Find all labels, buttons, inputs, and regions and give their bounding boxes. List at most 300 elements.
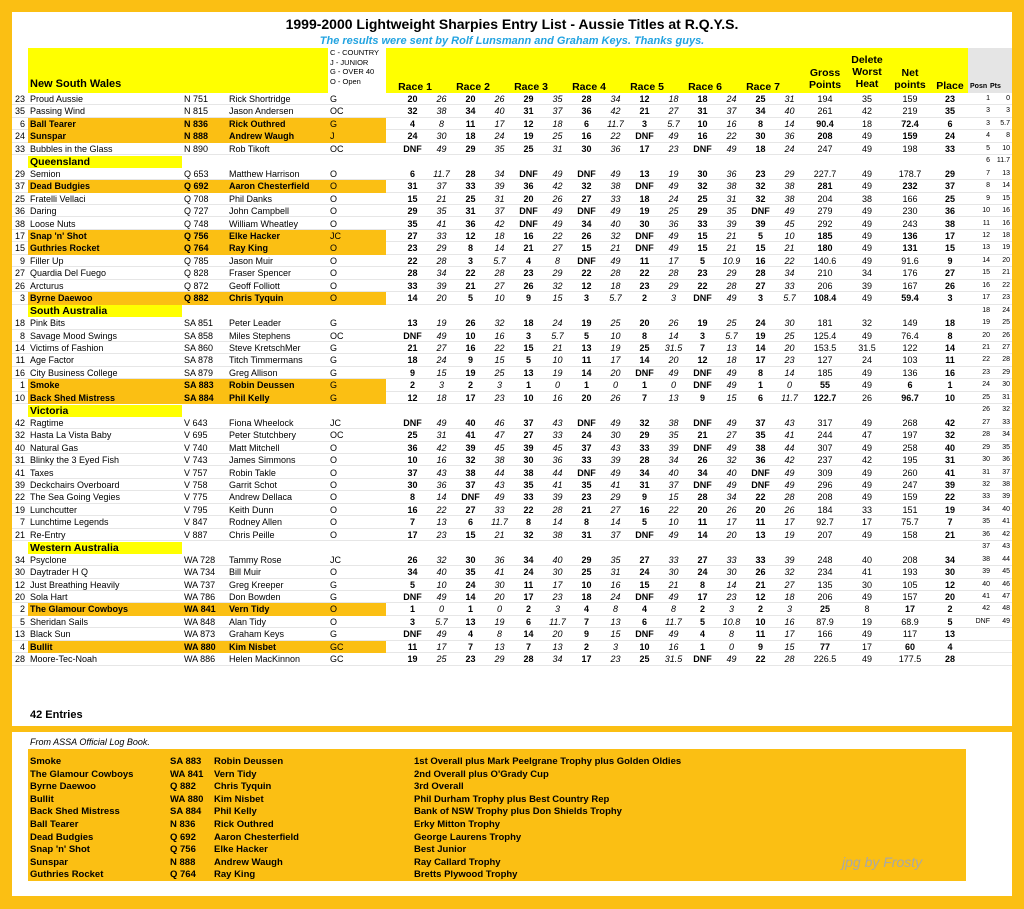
race-points: 49 (552, 206, 563, 217)
race-position: 5 (699, 255, 705, 266)
table-row (12, 230, 1012, 242)
race-position: 29 (697, 206, 708, 217)
race-points: 43 (494, 479, 505, 490)
race-points: 0 (728, 641, 734, 652)
place: 39 (944, 479, 955, 490)
posn-cell: 4 (986, 132, 990, 140)
race-position: 12 (581, 280, 592, 291)
pts-cell: 16 (1002, 219, 1010, 227)
race-position: 34 (639, 467, 650, 478)
race-position: 26 (407, 554, 418, 565)
award-skipper: Kim Nisbet (214, 793, 264, 805)
skipper-name: Peter Leader (229, 318, 282, 329)
race-position: 24 (639, 567, 650, 578)
entry-number: 18 (14, 318, 25, 329)
race-position: 8 (583, 517, 589, 528)
award-sail: Q 692 (170, 831, 196, 843)
table-row (12, 554, 1012, 566)
race-points: 26 (726, 504, 737, 515)
race-points: 49 (494, 492, 505, 503)
race-points: 21 (552, 343, 563, 353)
net-points: 105 (902, 579, 918, 590)
race-position: DNF (577, 467, 596, 478)
entry-number: 34 (14, 554, 25, 565)
race-position: 25 (465, 193, 476, 204)
race-points: 8 (496, 629, 502, 640)
posn-cell: 36 (982, 530, 990, 538)
race-points: 39 (436, 280, 447, 291)
race-points: 33 (436, 230, 447, 241)
race-position: DNF (693, 293, 712, 304)
net-points: 176 (902, 268, 918, 279)
race-position: DNF (693, 143, 712, 154)
race-points: 37 (436, 181, 447, 192)
race-6-header: Race 6 (688, 81, 722, 93)
race-position: DNF (693, 417, 712, 428)
class-code: O (328, 242, 386, 254)
race-position: 13 (755, 529, 766, 540)
posn-cell: 13 (982, 244, 990, 252)
table-row (12, 242, 1012, 254)
award-prize: Erky Mitton Trophy (414, 819, 501, 830)
race-points: 18 (668, 94, 679, 104)
deleted-heat: 34 (861, 268, 872, 279)
class-code: JC (330, 554, 341, 565)
race-points: 36 (784, 131, 795, 142)
race-points: 27 (668, 106, 679, 117)
race-position: 22 (407, 255, 418, 266)
net-points: 72.4 (901, 118, 919, 129)
posn-cell: DNF (975, 617, 990, 625)
race-points: 11.7 (781, 392, 798, 403)
race-points: 36 (668, 218, 679, 229)
pts-cell: 20 (1002, 256, 1010, 264)
entry-number: 28 (14, 654, 25, 665)
table-row (12, 529, 1012, 541)
race-position: 20 (755, 504, 766, 515)
race-points: 31.5 (664, 343, 683, 353)
entry-number: 33 (14, 143, 25, 154)
race-position: 8 (525, 517, 531, 528)
race-points: 42 (436, 442, 447, 453)
page-subtitle: The results were sent by Rolf Lunsmann and Graham Keys. Thanks guys. (319, 35, 705, 47)
race-position: 15 (639, 579, 650, 590)
race-position: 16 (523, 230, 534, 241)
deleted-heat: 47 (861, 430, 872, 441)
gross-points: 90.4 (816, 118, 834, 129)
race-position: 8 (467, 243, 473, 254)
race-position: 37 (523, 417, 534, 428)
sail-number: WA 734 (184, 567, 216, 578)
gross-points: 184 (817, 504, 833, 515)
race-points: 23 (494, 392, 505, 403)
gross-points: 309 (817, 467, 833, 478)
race-position: 2 (409, 380, 415, 391)
race-points: 49 (668, 181, 679, 192)
race-points: 10.8 (722, 616, 741, 627)
pts-cell: 46 (1002, 580, 1010, 588)
race-position: 11 (465, 118, 476, 129)
race-points: 33 (784, 280, 795, 291)
entry-number: 21 (14, 529, 25, 540)
deleted-heat: 49 (861, 654, 872, 665)
race-position: 4 (409, 118, 415, 129)
race-position: 8 (699, 579, 705, 590)
race-points: 47 (494, 430, 505, 441)
table-row (12, 491, 1012, 503)
race-position: 11 (697, 517, 708, 528)
race-points: 43 (436, 467, 447, 478)
race-points: 5.7 (783, 293, 796, 304)
sail-number: N 815 (184, 106, 209, 117)
sail-number: SA 884 (182, 392, 227, 404)
place: 15 (944, 243, 955, 254)
race-points: 35 (726, 206, 737, 217)
race-position: 35 (755, 430, 766, 441)
skipper-name: Rob Tikoft (229, 143, 270, 154)
race-points: 30 (552, 567, 563, 578)
posn-cell: 17 (982, 294, 990, 302)
award-prize: Best Junior (414, 844, 467, 856)
deleted-heat: 49 (861, 417, 872, 428)
gross-points: 153.5 (813, 343, 837, 353)
class-code: O (330, 616, 338, 627)
race-points: 15 (436, 367, 447, 378)
net-points: 159 (902, 492, 918, 503)
boat-name: Age Factor (30, 355, 75, 366)
table-row (12, 479, 1012, 491)
race-points: 18 (494, 230, 505, 241)
sail-number: V 643 (184, 417, 208, 428)
race-points: 35 (668, 430, 679, 441)
race-position: DNF (635, 367, 654, 378)
race-points: 17 (668, 255, 679, 266)
net-points: 195 (902, 455, 918, 466)
race-points: 13 (552, 641, 563, 652)
sail-number: WA 737 (184, 579, 216, 590)
posn-cell: 28 (982, 431, 990, 439)
class-legend (330, 48, 379, 86)
award-prize: George Laurens Trophy (414, 831, 522, 843)
entry-number: 9 (19, 255, 25, 266)
gross-points: 226.5 (813, 654, 837, 665)
deleted-heat: 19 (861, 616, 872, 627)
race-points: 14 (610, 517, 621, 528)
race-points: 37 (552, 106, 563, 117)
race-points: 26 (610, 392, 621, 403)
race-points: 16 (436, 455, 447, 466)
net-points: 177.5 (898, 654, 922, 665)
pts-cell: 35 (1002, 443, 1010, 451)
entry-number: 16 (14, 367, 25, 378)
class-code: OC (330, 106, 344, 117)
deleted-heat: 41 (861, 567, 872, 578)
pts-cell: 28 (1002, 356, 1010, 364)
race-position: DNF (635, 181, 654, 192)
race-position: 21 (755, 579, 766, 590)
boat-name: Dead Budgies (28, 180, 182, 192)
table-row (12, 280, 1012, 292)
deleted-heat: 49 (861, 442, 872, 453)
net-points: 149 (902, 318, 918, 329)
posn-cell: 29 (982, 443, 990, 451)
race-points: 49 (610, 168, 621, 179)
deleted-heat: 49 (861, 181, 872, 192)
race-position: 32 (523, 529, 534, 540)
gross-points: 244 (817, 430, 833, 441)
posn-cell: 8 (986, 182, 990, 190)
gross-points: 122.7 (813, 392, 837, 403)
sail-number: Q 692 (182, 180, 227, 192)
race-points: 39 (552, 492, 563, 503)
table-row (12, 516, 1012, 528)
race-points: 17 (436, 641, 447, 652)
race-position: 25 (581, 567, 592, 578)
race-points: 42 (610, 106, 621, 117)
award-skipper: Chris Tyquin (214, 781, 272, 793)
race-points: 38 (784, 193, 795, 204)
race-points: 49 (668, 629, 679, 640)
gross-points: 166 (817, 629, 833, 640)
race-points: 19 (610, 343, 621, 353)
race-position: 25 (407, 430, 418, 441)
race-points: 24 (610, 592, 621, 602)
gross-points-header: Gross Points (808, 67, 842, 91)
boat-name: Taxes (30, 467, 54, 478)
gross-points: 135 (817, 579, 833, 590)
race-position: 6 (641, 616, 647, 627)
gross-points: 307 (817, 442, 833, 453)
skipper-name: Graham Keys (229, 629, 285, 640)
race-points: 27 (610, 504, 621, 515)
race-points: 49 (784, 479, 795, 490)
race-position: 32 (639, 417, 650, 428)
race-position: 23 (581, 492, 592, 503)
place: 22 (944, 492, 955, 503)
race-points: 19 (784, 529, 795, 540)
pts-cell: 29 (1002, 368, 1010, 376)
pts-cell: 23 (1002, 294, 1010, 302)
pts-cell: 49 (1002, 617, 1010, 625)
race-position: 17 (407, 529, 418, 540)
deleted-heat: 49 (861, 479, 872, 490)
place: 19 (944, 504, 955, 515)
net-points: 258 (902, 442, 918, 453)
deleted-heat: 49 (861, 143, 872, 154)
place: 10 (944, 392, 955, 403)
class-code: O (330, 529, 338, 540)
race-4-header: Race 4 (572, 81, 606, 93)
entry-number: 11 (15, 355, 25, 366)
pts-cell: 39 (1002, 493, 1010, 501)
race-points: 49 (610, 417, 621, 428)
sail-number: V 847 (184, 517, 208, 528)
race-position: 28 (465, 168, 476, 179)
award-row (28, 818, 966, 831)
race-position: 8 (409, 492, 415, 503)
class-code: G (330, 592, 338, 602)
race-position: 27 (523, 430, 534, 441)
class-code: G (330, 343, 338, 353)
deleted-heat: 40 (861, 554, 872, 565)
race-position: 5 (641, 517, 647, 528)
race-points: 41 (436, 218, 447, 229)
sail-number: WA 786 (184, 592, 216, 602)
class-code: G (330, 367, 338, 378)
race-position: 36 (755, 455, 766, 466)
race-points: 8 (670, 604, 676, 615)
boat-name: Quardia Del Fuego (30, 268, 107, 279)
entry-number: 22 (14, 492, 25, 503)
award-boat: The Glamour Cowboys (30, 768, 134, 780)
race-position: 10 (639, 641, 650, 652)
race-points: 41 (784, 430, 795, 441)
race-position: 26 (581, 230, 592, 241)
posn-cell: 37 (982, 543, 990, 551)
skipper-name: Greg Allison (229, 367, 278, 378)
race-points: 8 (612, 604, 618, 615)
race-points: 13 (726, 343, 737, 353)
pts-cell: 26 (1002, 331, 1010, 339)
race-points: 11.7 (491, 517, 508, 528)
race-points: 26 (668, 318, 679, 329)
race-position: 20 (697, 504, 708, 515)
race-points: 19 (552, 367, 563, 378)
deleted-heat: 49 (861, 330, 872, 341)
race-position: 4 (641, 604, 647, 615)
race-position: 14 (581, 367, 592, 378)
race-position: 9 (525, 293, 531, 304)
race-position: 1 (583, 380, 589, 391)
award-prize: 2nd Overall plus O'Grady Cup (414, 768, 549, 780)
race-points: 32 (494, 318, 505, 329)
entry-number: 14 (14, 343, 25, 353)
posn-cell: 15 (982, 269, 990, 277)
net-points: 159 (902, 131, 918, 142)
race-points: 18 (610, 280, 621, 291)
boat-name: Lunchcutter (30, 504, 78, 515)
race-position: 30 (639, 218, 650, 229)
section-divider (12, 726, 1012, 732)
race-position: 21 (697, 430, 708, 441)
posn-cell: 21 (982, 344, 990, 351)
sail-number: SA 879 (184, 367, 214, 378)
race-position: 24 (523, 567, 534, 578)
race-points: 13 (668, 392, 679, 403)
boat-name: Deckchairs Overboard (30, 479, 120, 490)
table-row (12, 579, 1012, 591)
skipper-name: Ray King (227, 242, 328, 254)
race-position: 38 (755, 442, 766, 453)
deleted-heat: 49 (861, 168, 872, 179)
net-points: 122 (902, 343, 918, 353)
race-position: 2 (757, 604, 763, 615)
region-heading: Queensland (28, 156, 182, 168)
pts-cell: 47 (1002, 593, 1010, 600)
gross-points: 248 (817, 554, 833, 565)
boat-name: Loose Nuts (30, 218, 76, 229)
sail-number: SA 883 (182, 379, 227, 391)
table-row (12, 467, 1012, 479)
award-boat: Bullit (30, 793, 54, 805)
race-points: 17 (726, 517, 737, 528)
race-position: 33 (639, 442, 650, 453)
gross-points: 210 (817, 268, 833, 279)
class-code: GC (328, 641, 386, 653)
race-points: 21 (784, 243, 795, 254)
skipper-name: Rick Outhred (227, 118, 328, 130)
boat-name: Bullit (28, 641, 182, 653)
race-points: 15 (668, 492, 679, 503)
race-position: 39 (755, 218, 766, 229)
race-points: 49 (436, 143, 447, 154)
boat-name: Back Shed Mistress (28, 392, 182, 404)
race-position: 23 (697, 268, 708, 279)
posn-cell: 18 (982, 306, 990, 314)
place: 7 (947, 517, 953, 528)
place: 5 (947, 616, 953, 627)
race-position: 23 (523, 268, 534, 279)
table-row (12, 105, 1012, 117)
net-points: 76.4 (901, 330, 919, 341)
race-points: 14 (784, 367, 795, 378)
table-row (12, 504, 1012, 516)
deleted-heat: 39 (861, 280, 872, 291)
class-code: O (330, 255, 338, 266)
race-points: 28 (784, 654, 795, 665)
race-position: 1 (757, 380, 763, 391)
race-points: 29 (726, 268, 737, 279)
posn-cell: 19 (982, 319, 990, 327)
gross-points: 208 (817, 131, 833, 142)
race-points: 49 (726, 654, 737, 665)
race-points: 13 (494, 641, 505, 652)
race-position: 32 (581, 181, 592, 192)
race-position: 6 (409, 168, 415, 179)
race-position: 20 (639, 318, 650, 329)
race-position: 20 (581, 392, 592, 403)
race-points: 29 (552, 268, 563, 279)
gross-points: 234 (817, 567, 833, 578)
sail-number: SA 860 (184, 343, 214, 353)
race-points: 3 (670, 293, 676, 304)
award-skipper: Ray King (214, 869, 256, 881)
award-sail: SA 884 (170, 806, 202, 818)
race-position: 41 (465, 430, 476, 441)
entry-number: 10 (14, 392, 25, 403)
race-position: 12 (755, 592, 766, 602)
boat-name: Natural Gas (30, 442, 79, 453)
place: 31 (944, 455, 955, 466)
award-boat: Smoke (30, 756, 62, 767)
skipper-name: William Wheatley (229, 218, 299, 229)
race-points: 34 (668, 455, 679, 466)
net-points: 230 (902, 206, 918, 217)
race-points: 14 (436, 492, 447, 503)
race-points: 17 (494, 118, 505, 129)
race-points: 49 (668, 367, 679, 378)
sail-number: Q 828 (184, 268, 209, 279)
race-position: 30 (755, 131, 766, 142)
race-points: 0 (612, 380, 618, 391)
race-points: 11.7 (549, 616, 566, 627)
race-points: 27 (726, 430, 737, 441)
boat-name: Sola Hart (30, 592, 68, 602)
race-points: 22 (552, 230, 563, 241)
place: 41 (944, 467, 955, 478)
race-position: 30 (523, 455, 534, 466)
award-boat: Back Shed Mistress (30, 806, 120, 818)
